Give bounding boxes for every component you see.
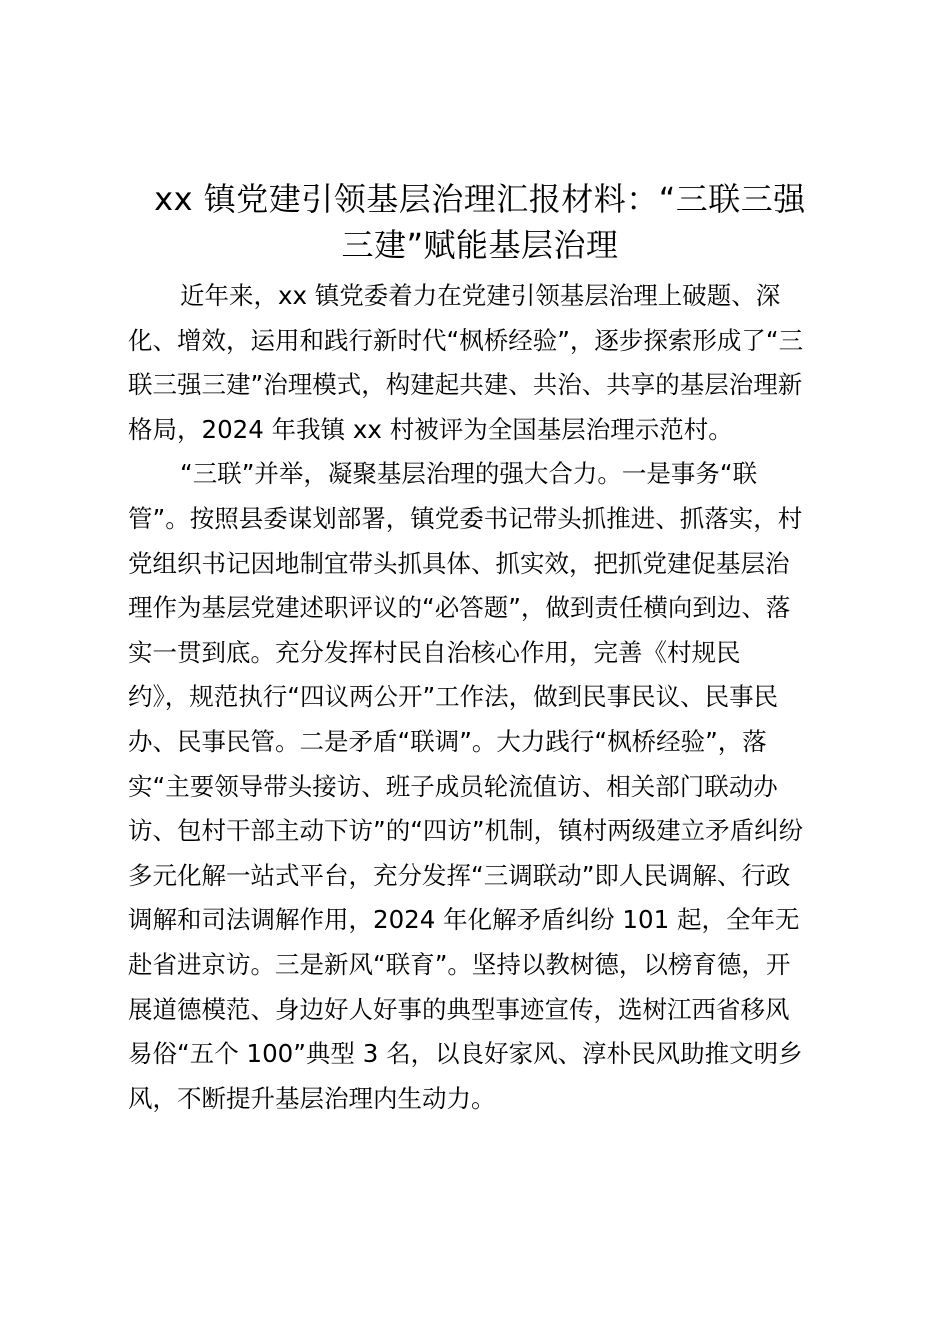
text-line: 赴省进京访。三是新风“联育”。坚持以教树德，以榜育德，开 bbox=[128, 949, 791, 979]
text-line: 格局，2024 年我镇 xx 村被评为全国基层治理示范村。 bbox=[128, 414, 733, 444]
text-line: 实一贯到底。充分发挥村民自治核心作用，完善《村规民 bbox=[128, 637, 741, 667]
text-line: 联三强三建”治理模式，构建起共建、共治、共享的基层治理新 bbox=[128, 370, 803, 400]
text-line: 化、增效，运用和践行新时代“枫桥经验”，逐步探索形成了“三 bbox=[128, 325, 804, 355]
text-line: 访、包村干部主动下访”的“四访”机制，镇村两级建立矛盾纠纷 bbox=[128, 816, 804, 846]
text-line: 调解和司法调解作用，2024 年化解矛盾纠纷 101 起，全年无 bbox=[128, 905, 800, 935]
document-page bbox=[128, 176, 832, 1121]
text-line: 多元化解一站式平台，充分发挥“三调联动”即人民调解、行政 bbox=[128, 860, 791, 890]
paragraph-intro bbox=[128, 274, 832, 452]
document-body bbox=[128, 274, 832, 1121]
text-line: 管”。按照县委谋划部署，镇党委书记带头抓推进、抓落实，村 bbox=[128, 503, 803, 533]
text-line: 近年来，xx 镇党委着力在党建引领基层治理上破题、深 bbox=[180, 281, 781, 310]
title-line: 三建”赋能基层治理 bbox=[341, 226, 619, 264]
text-line: 理作为基层党建述职评议的“必答题”，做到责任横向到边、落 bbox=[128, 593, 791, 623]
text-line: 党组织书记因地制宜带头抓具体、抓实效，把抓党建促基层治 bbox=[128, 548, 790, 578]
text-line: 办、民事民管。二是矛盾“联调”。大力践行“枫桥经验”，落 bbox=[128, 726, 767, 756]
text-line: 展道德模范、身边好人好事的典型事迹宣传，选树江西省移风 bbox=[128, 994, 790, 1024]
title-line: xx 镇党建引领基层治理汇报材料：“三联三强 bbox=[154, 180, 806, 218]
paragraph-san-lian bbox=[128, 452, 832, 1121]
text-line: “三联”并举，凝聚基层治理的强大合力。一是事务“联 bbox=[180, 459, 758, 489]
text-line: 风，不断提升基层治理内生动力。 bbox=[128, 1083, 496, 1113]
text-line: 约》，规范执行“四议两公开”工作法，做到民事民议、民事民 bbox=[128, 682, 779, 712]
text-line: 实“主要领导带头接访、班子成员轮流值访、相关部门联动办 bbox=[128, 771, 778, 801]
document-title bbox=[128, 176, 832, 268]
text-line: 易俗“五个 100”典型 3 名，以良好家风、淳朴民风助推文明乡 bbox=[128, 1039, 803, 1069]
